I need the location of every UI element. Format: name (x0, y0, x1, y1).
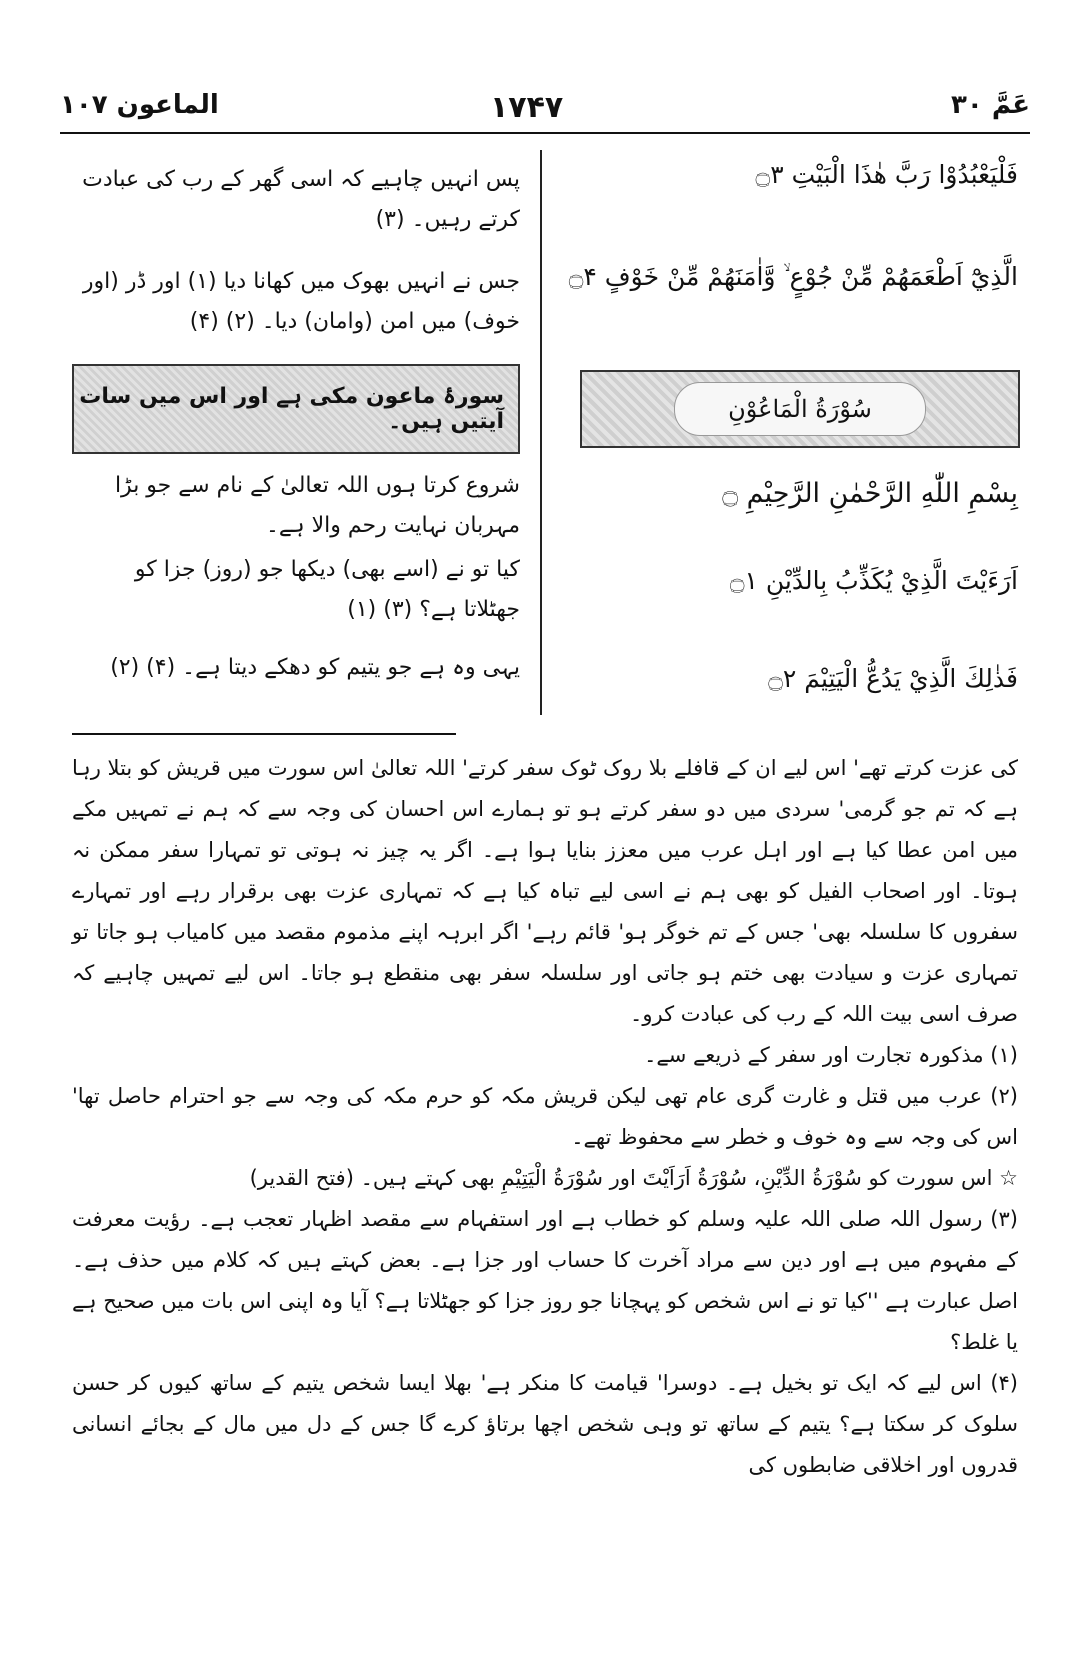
surah-reference: الماعون ۱۰۷ (60, 90, 219, 120)
page-number: ۱۷۴۷ (490, 90, 564, 125)
surah-info-text: سورۂ ماعون مکی ہے اور اس میں سات آیتیں ہیں۔ (79, 384, 504, 434)
commentary-paragraph: کی عزت کرتے تھے' اس لیے ان کے قافلے بلا روک ٹوک سفر کرتے' اللہ تعالیٰ اس سورت میں قریش کو بتلا رہا ہے کہ تم جو گرمی' سردی میں دو سفر کرتے ہو تو ہمارے اس احسان کی وجہ سے کہ ہم نے تمہیں مکے میں امن عطا کیا ہے اور اہل عرب میں معزز بنایا ہوا ہے۔ اگر یہ چیز نہ ہوتی تو تمہارا سفر ممکن نہ ہوتا۔ اور اصحاب الفیل کو بھی ہم نے اسی لیے تباہ کیا ہے کہ تمہاری عزت بھی برقرار رہے اور تمہارے سفروں کا سلسلہ بھی' جس کے تم خوگر ہو' قائم رہے' اگر ابرہہ اپنے مذموم مقصد میں کامیاب ہو جاتا تو تمہاری عزت و سیادت بھی ختم ہو جاتی اور سلسلہ سفر بھی منقطع ہو جاتا۔ اس لیے تمہیں چاہیے کہ صرف اسی بیت اللہ کے رب کی عبادت کرو۔ (72, 756, 1018, 1026)
column-divider (540, 150, 542, 715)
arabic-ayah-quraysh-4: الَّذِيْٓ اَطْعَمَهُمْ مِّنْ جُوْعٍ ۙ وَّاٰمَنَهُمْ مِّنْ خَوْفٍ ۝۴ (568, 262, 1018, 291)
surah-names-note: ☆ اس سورت کو سُوْرَةُ الدِّيْنِ، سُوْرَةُ اَرَاَيْتَ اور سُوْرَةُ الْيَتِيْمِ بھی کہتے ہیں۔ (فتح القدیر) (249, 1166, 1018, 1190)
surah-info-box (72, 364, 520, 454)
juz-label: عَمَّ ۳۰ (951, 90, 1030, 120)
commentary-block (72, 748, 1018, 1486)
footnote-1: (۱) مذکورہ تجارت اور سفر کے ذریعے سے۔ (644, 1043, 1018, 1067)
arabic-ayah-quraysh-3: فَلْيَعْبُدُوْا رَبَّ هٰذَا الْبَيْتِ ۝۳ (755, 160, 1018, 189)
translation-bismillah: شروع کرتا ہوں اللہ تعالیٰ کے نام سے جو بڑا مہربان نہایت رحم والا ہے۔ (114, 473, 520, 538)
arabic-ayah-maun-2: فَذٰلِكَ الَّذِيْ يَدُعُّ الْيَتِيْمَ ۝۲ (768, 664, 1018, 693)
header-rule (60, 132, 1030, 134)
footnote-2: (۲) عرب میں قتل و غارت گری عام تھی لیکن قریش مکہ کو حرم مکہ کی وجہ سے جو احترام حاصل تھا' اس کی وجہ سے وہ خوف و خطر سے محفوظ تھے۔ (72, 1084, 1018, 1149)
surah-title: سُوْرَةُ الْمَاعُوْنِ (674, 382, 926, 436)
footnote-separator (72, 733, 456, 735)
translation-ayah-3: پس انہیں چاہیے کہ اسی گھر کے رب کی عبادت کرتے رہیں۔ (۳) (82, 167, 520, 232)
surah-title-banner (580, 370, 1020, 448)
translation-maun-1: کیا تو نے (اسے بھی) دیکھا جو (روز) جزا کو جھٹلاتا ہے؟ (۳) (۱) (134, 557, 520, 622)
translation-maun-2: یہی وہ ہے جو یتیم کو دھکے دیتا ہے۔ (۴) (۲) (110, 655, 520, 680)
arabic-ayah-maun-1: اَرَءَيْتَ الَّذِيْ يُكَذِّبُ بِالدِّيْنِ ۝۱ (729, 566, 1018, 595)
footnote-3: (۳) رسول اللہ صلی اللہ علیہ وسلم کو خطاب ہے اور استفہام سے مقصد اظہار تعجب ہے۔ رؤیت معرفت کے مفہوم میں ہے اور دین سے مراد آخرت کا حساب اور جزا ہے۔ بعض کہتے ہیں کہ کلام میں حذف ہے۔ اصل عبارت ہے ''کیا تو نے اس شخص کو پہچانا جو روز جزا کو جھٹلاتا ہے؟ آیا وہ اپنی اس بات میں صحیح ہے یا غلط؟ (72, 1207, 1018, 1354)
translation-ayah-4: جس نے انہیں بھوک میں کھانا دیا (۱) اور ڈر (اور خوف) میں امن (وامان) دیا۔ (۲) (۴) (82, 269, 520, 334)
arabic-bismillah: بِسْمِ اللّٰهِ الرَّحْمٰنِ الرَّحِيْمِ ۝ (722, 478, 1018, 509)
footnote-4: (۴) اس لیے کہ ایک تو بخیل ہے۔ دوسرا' قیامت کا منکر ہے' بھلا ایسا شخص یتیم کے ساتھ کیوں کر حسن سلوک کر سکتا ہے؟ یتیم کے ساتھ تو وہی شخص اچھا برتاؤ کرے گا جس کے دل میں مال کے بجائے انسانی قدروں اور اخلاقی ضابطوں کی (72, 1371, 1018, 1477)
